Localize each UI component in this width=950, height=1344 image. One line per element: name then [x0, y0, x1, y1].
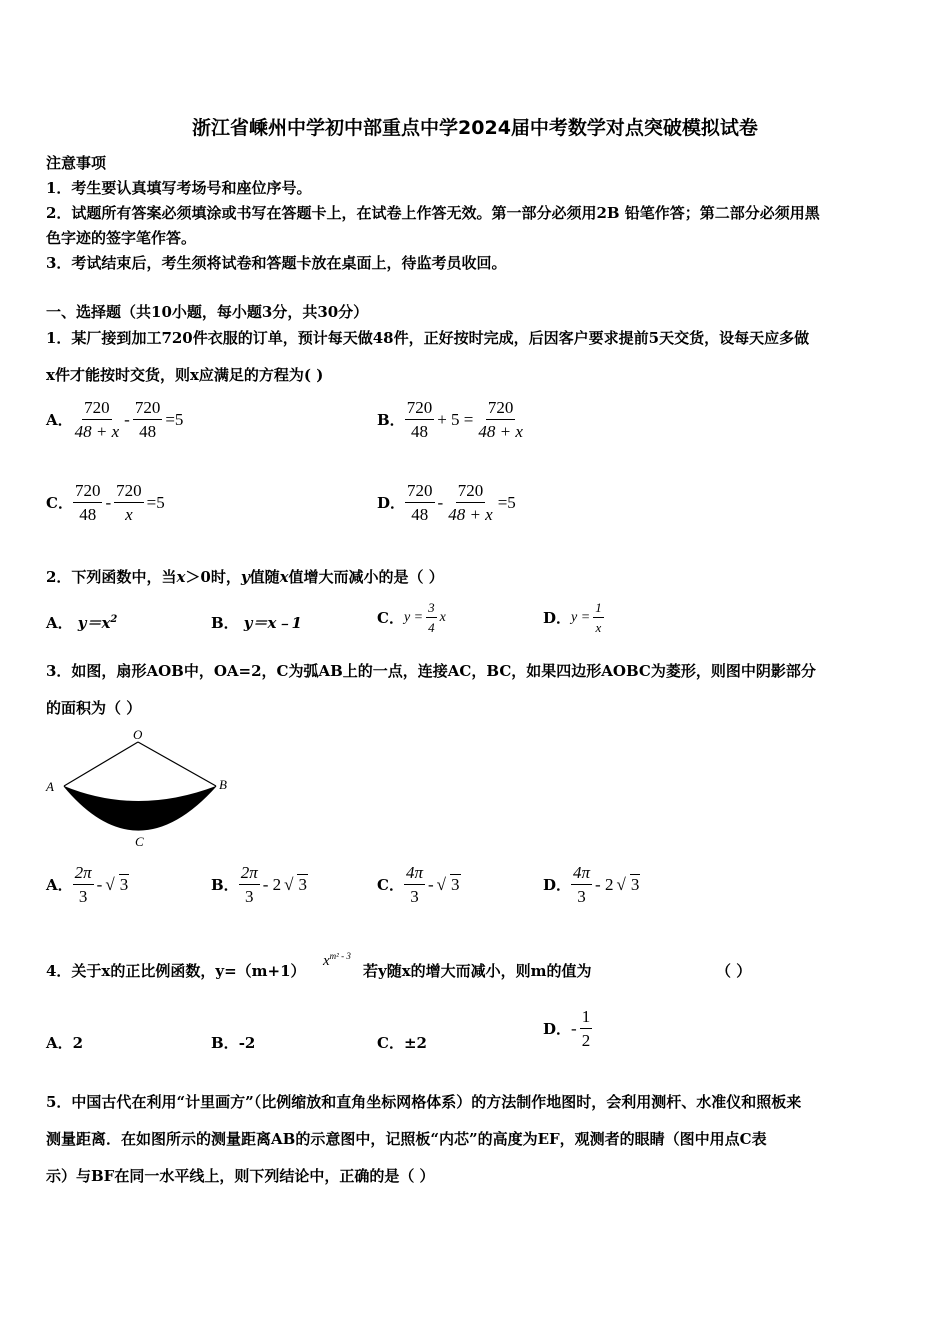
q1-option-c[interactable]	[46, 482, 165, 523]
q5-stem-line2: 测量距离．在如图所示的测量距离AB的示意图中，记照板“内芯”的高度为EF，观测者的眼睛（图中用点C表	[46, 1130, 767, 1148]
q3-option-a[interactable]	[46, 864, 129, 905]
notice-item-2-cont: 色字迹的签字笔作答。	[46, 229, 197, 247]
q4-stem-a: 4．关于x的正比例函数，y=（m+1）	[46, 962, 306, 980]
q1-option-a[interactable]	[46, 399, 183, 440]
page-title: 浙江省嵊州中学初中部重点中学2024届中考数学对点突破模拟试卷	[192, 117, 758, 139]
q1-option-c-equation: $\frac{720}{48}$ - $\frac{720}{x}$ =5	[74, 481, 165, 524]
q3-option-c-expr: $\frac{4\pi}{3}$ - √ 3	[405, 863, 460, 906]
q1-option-b-equation: $\frac{720}{48}$ + 5 = $\frac{720}{48 + x}$	[406, 398, 523, 441]
notice-heading: 注意事项	[46, 154, 107, 172]
q2-option-b[interactable]	[211, 612, 302, 633]
notice-item-3: 3．考试结束后，考生须将试卷和答题卡放在桌面上，待监考员收回。	[46, 254, 507, 272]
q3-figure-sector	[44, 724, 230, 848]
q3-option-b[interactable]	[211, 864, 308, 905]
q3-option-c[interactable]	[377, 864, 461, 905]
q1-option-d-equation: $\frac{720}{48}$ - $\frac{720}{48 + x}$ =5	[407, 481, 516, 524]
notice-item-2: 2．试题所有答案必须填涂或书写在答题卡上，在试卷上作答无效。第一部分必须用2B 铅笔作答；第二部分必须用黑	[46, 204, 820, 222]
q2-option-a-expr: $y=x^2$	[77, 614, 118, 632]
q3-option-b-expr: $\frac{2\pi}{3}$ - 2 √ 3	[240, 863, 307, 906]
q4-stem-b: 若y随x的增大而减小，则m的值为	[363, 962, 592, 980]
q4-option-c[interactable]: C．±2	[377, 1034, 427, 1052]
q3-label-c: C	[135, 834, 144, 848]
q3-label-a: A	[46, 779, 54, 794]
q3-stem-line1: 3．如图，扇形AOB中，OA=2，C为弧AB上的一点，连接AC，BC，如果四边形AOBC为菱形，则图中阴影部分	[46, 662, 816, 680]
q3-option-d-expr: $\frac{4\pi}{3}$ - 2 √ 3	[573, 863, 640, 906]
q1-option-d-label: D．	[377, 494, 406, 512]
q4-option-b[interactable]: B．-2	[211, 1034, 256, 1052]
q3-option-c-label: C．	[377, 876, 404, 894]
q3-label-b: B	[219, 777, 227, 792]
q1-stem-line2: x件才能按时交货，则x应满足的方程为( )	[46, 366, 324, 384]
q3-label-o: O	[133, 727, 143, 742]
notice-item-1: 1．考生要认真填写考场号和座位序号。	[46, 179, 312, 197]
q5-stem-line3: 示）与BF在同一水平线上，则下列结论中，正确的是（ ）	[46, 1167, 435, 1185]
q3-option-a-label: A．	[46, 876, 73, 894]
q2-option-d[interactable]	[543, 601, 604, 634]
q4-answer-paren: （ ）	[716, 962, 752, 980]
q3-option-a-expr: $\frac{2\pi}{3}$ - √ 3	[74, 863, 129, 906]
q2-option-a[interactable]	[46, 612, 117, 633]
q3-option-b-label: B．	[211, 876, 239, 894]
q5-stem-line1: 5．中国古代在利用“计里画方”（比例缩放和直角坐标网格体系）的方法制作地图时，会利用测杆、水准仪和照板来	[46, 1093, 802, 1111]
q1-option-a-equation: $\frac{720}{48 + x}$ - $\frac{720}{48}$ =5	[74, 398, 184, 441]
q2-option-c-expr: y = $\frac{3}{4}$ x	[403, 600, 446, 635]
q3-option-d-label: D．	[543, 876, 572, 894]
q4-option-d[interactable]: D． - $\frac{1}{2}$	[543, 1007, 591, 1050]
q2-option-b-label: B．	[211, 614, 239, 632]
q1-option-b[interactable]	[377, 399, 525, 440]
q4-power: $x^{m^2 - 3}$	[323, 951, 351, 969]
q1-option-c-label: C．	[46, 494, 73, 512]
q4-option-a[interactable]: A．2	[46, 1034, 84, 1052]
q2-option-c[interactable]	[377, 601, 446, 634]
q3-option-d[interactable]	[543, 864, 640, 905]
q1-stem-line1: 1．某厂接到加工720件衣服的订单，预计每天做48件，正好按时完成，后因客户要求提前5天交货，设每天应多做	[46, 329, 810, 347]
section-heading: 一、选择题（共10小题，每小题3分，共30分）	[46, 303, 369, 321]
q3-stem-line2: 的面积为（ ）	[46, 699, 142, 717]
q2-option-b-expr: y＝x﹣1	[243, 614, 302, 632]
q1-option-a-label: A．	[46, 411, 73, 429]
q2-option-d-expr: y = $\frac{1}{x}$	[571, 600, 602, 635]
q2-option-a-label: A．	[46, 614, 73, 632]
q1-option-b-label: B．	[377, 411, 405, 429]
q2-option-d-label: D．	[543, 609, 572, 627]
q1-option-d[interactable]	[377, 482, 516, 523]
q3-segment-oa	[64, 742, 138, 786]
q2-option-c-label: C．	[377, 609, 404, 627]
q2-stem: 2．下列函数中，当x＞0时，y值随x值增大而减小的是（ ）	[46, 568, 444, 586]
q3-segment-ob	[138, 742, 216, 786]
